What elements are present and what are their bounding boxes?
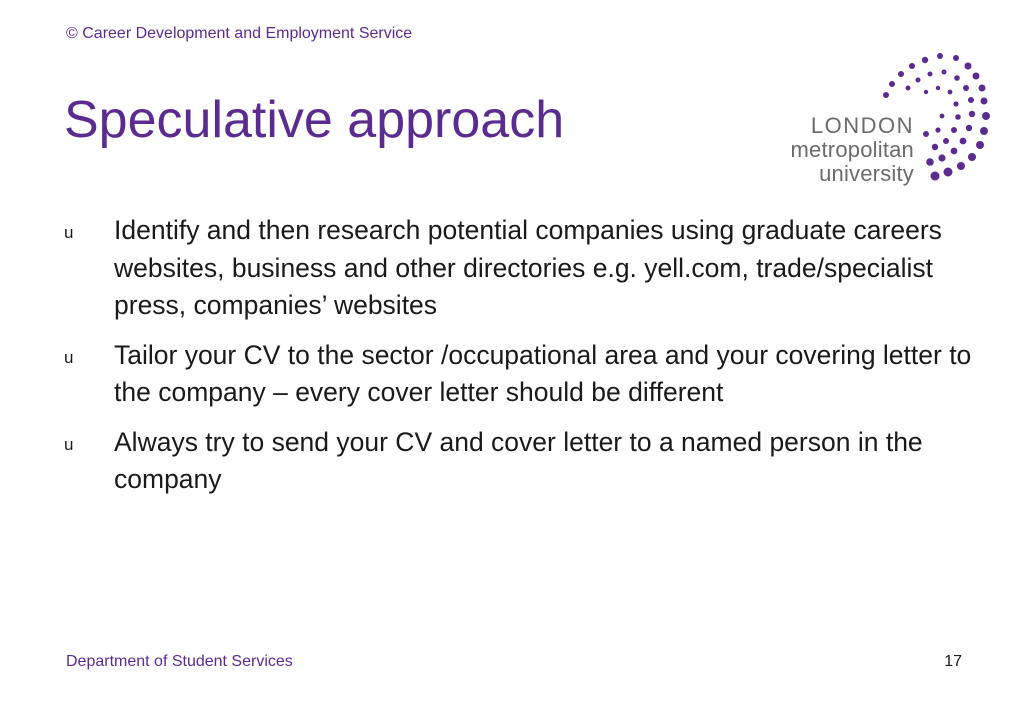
logo-line-metropolitan: metropolitan: [790, 137, 914, 162]
bullet-item: [62, 424, 972, 499]
page-number: 17: [944, 653, 962, 670]
bullet-list: [62, 212, 972, 511]
bullet-marker: u: [64, 223, 74, 242]
bullet-text: Identify and then research potential companies using graduate careers websites, business and other directories e.g. yell.com, trade/specialist press, companies’ websites: [114, 215, 942, 320]
copyright-notice: © Career Development and Employment Service: [66, 25, 413, 42]
bullet-text: Always try to send your CV and cover letter to a named person in the company: [114, 426, 923, 494]
bullet-item: [62, 212, 972, 325]
bullet-marker: u: [64, 347, 74, 367]
bullet-marker: u: [64, 434, 74, 454]
slide-title: Speculative approach: [64, 91, 565, 149]
bullet-item: [62, 337, 972, 412]
bullet-text: Tailor your CV to the sector /occupational area and your covering letter to the company – every cover letter should be different: [114, 339, 972, 407]
footer-department: Department of Student Services: [66, 653, 293, 670]
logo-line-university: university: [819, 161, 914, 186]
logo-line-london: LONDON: [810, 113, 914, 138]
london-met-logo: [780, 52, 1000, 192]
